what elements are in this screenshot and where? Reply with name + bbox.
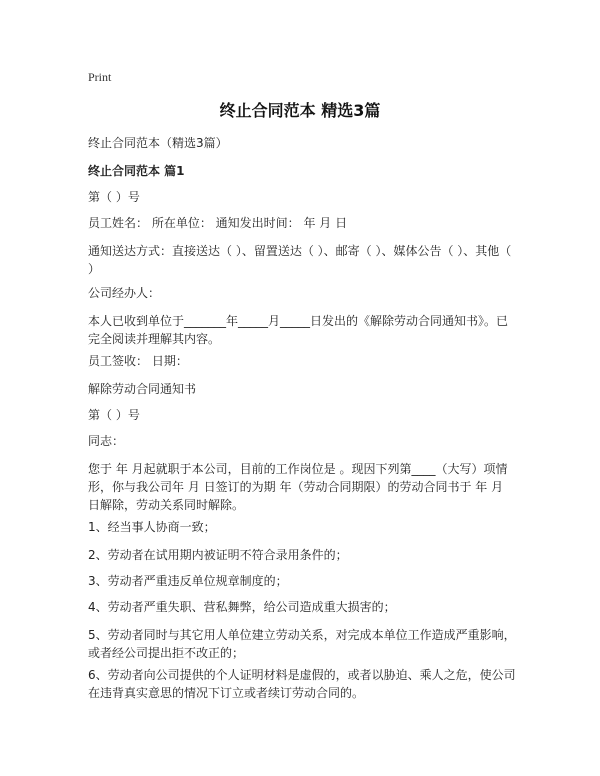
list-item: 4、劳动者严重失职、营私舞弊，给公司造成重大损害的； xyxy=(88,600,396,614)
list-item: 3、劳动者严重违反单位规章制度的； xyxy=(88,574,288,588)
delivery-method: 通知送达方式：直接送达（ ）、留置送达（ ）、邮寄（ ）、媒体公告（ ）、其他（ ） xyxy=(88,244,512,276)
receipt-statement: 本人已收到单位于_______年_____月_____日发出的《解除劳动合同通知书》。已完全阅读并理解其内容。 xyxy=(88,314,509,346)
notice-body: 您于 年 月起就职于本公司，目前的工作岗位是 。现因下列第____（大写）项情形，你与我公司年 月 日签订的为期 年（劳动合同期限）的劳动合同书于 年 月 日解除，劳动关系同时解除。 xyxy=(88,462,508,512)
employee-info: 员工姓名： 所在单位： 通知发出时间： 年 月 日 xyxy=(88,216,348,230)
number-line-2: 第（ ）号 xyxy=(88,408,140,422)
salutation: 同志： xyxy=(88,434,125,448)
document-subtitle: 终止合同范本（精选3篇） xyxy=(88,136,228,150)
list-item: 2、劳动者在试用期内被证明不符合录用条件的； xyxy=(88,548,348,562)
notice-title: 解除劳动合同通知书 xyxy=(88,382,197,396)
company-handler: 公司经办人： xyxy=(88,286,161,300)
employee-sign: 员工签收： 日期： xyxy=(88,354,188,368)
list-item: 1、经当事人协商一致； xyxy=(88,520,216,534)
list-item: 5、劳动者同时与其它用人单位建立劳动关系，对完成本单位工作造成严重影响，或者经公司提出拒不改正的； xyxy=(88,628,516,660)
document-title: 终止合同范本 精选3篇 xyxy=(219,101,381,120)
section-heading: 终止合同范本 篇1 xyxy=(88,164,185,178)
number-line: 第（ ）号 xyxy=(88,190,140,204)
list-item: 6、劳动者向公司提供的个人证明材料是虚假的，或者以胁迫、乘人之危，使公司在违背真实意思的情况下订立或者续订劳动合同的。 xyxy=(88,668,516,700)
print-label: Print xyxy=(88,70,112,84)
